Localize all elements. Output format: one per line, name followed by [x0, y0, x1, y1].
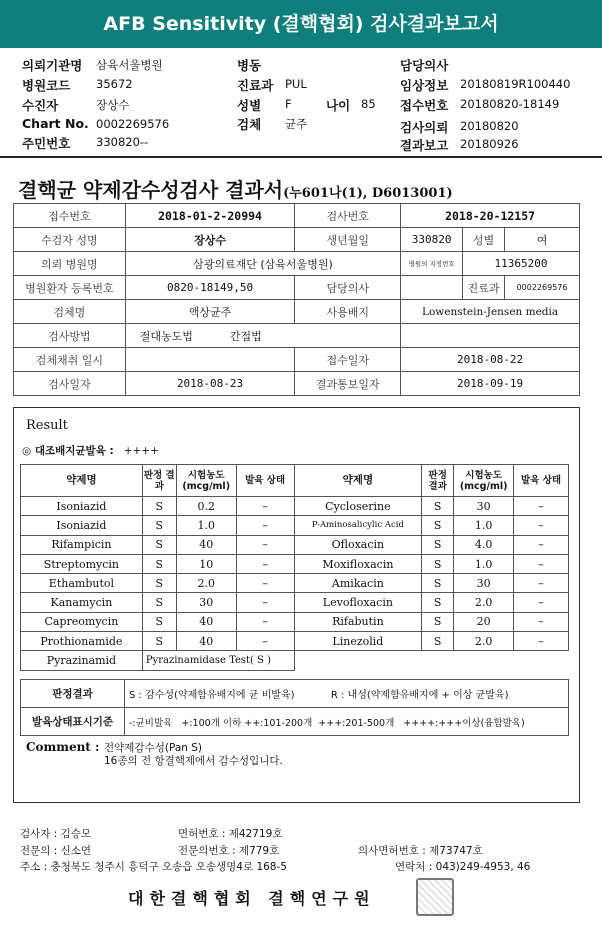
- clinical-info-value: 20180819R100440: [460, 77, 571, 91]
- growth-status: –: [236, 516, 294, 535]
- header-judge: 판정 결과: [142, 465, 176, 497]
- control-growth: [22, 443, 159, 458]
- attending-doctor: [401, 276, 463, 300]
- hospital-name: 삼광의료재단 (삼육서울병원): [125, 252, 400, 276]
- test-concentration: 40: [176, 535, 236, 554]
- test-concentration: 2.0: [176, 574, 236, 593]
- doctor-label: 담당의사: [400, 58, 449, 73]
- test-concentration: 2.0: [454, 632, 514, 651]
- registration-number: 0820-18149,50: [125, 276, 295, 300]
- table-row: [21, 612, 569, 631]
- specimen-label: 검체: [237, 117, 262, 132]
- judge-result: S: [422, 574, 454, 593]
- table-row: [21, 632, 569, 651]
- ward-label: 병동: [237, 58, 262, 73]
- test-concentration: 1.0: [176, 516, 236, 535]
- request-date-value: 20180820: [460, 119, 519, 133]
- department: 0002269576: [505, 276, 580, 300]
- official-seal-icon: [416, 878, 454, 916]
- judge-result: S: [142, 632, 176, 651]
- empty-cell: [401, 324, 580, 348]
- hospital-code-label: 병원코드: [22, 78, 71, 93]
- age-value: 85: [361, 97, 376, 111]
- receipt-no-label: 접수번호: [400, 98, 449, 113]
- judge-result: S: [422, 612, 454, 631]
- report-title-sub: (누601나(1), D6013001): [283, 186, 453, 201]
- method-absolute: 절대농도법: [139, 329, 193, 343]
- age-label: 나이: [326, 98, 351, 113]
- exam-number: 2018-20-12157: [401, 204, 580, 228]
- chart-no-label: Chart No.: [22, 116, 89, 131]
- legend-judge-label: 판정결과: [21, 680, 125, 708]
- dept-value: PUL: [285, 77, 307, 91]
- growth-status: –: [236, 535, 294, 554]
- test-concentration: 30: [176, 593, 236, 612]
- exam-method: [125, 324, 400, 348]
- growth-status: –: [514, 516, 569, 535]
- drug-sensitivity-table: [20, 464, 569, 671]
- doctor-license: 의사면허번호 : 제73747호: [358, 845, 483, 857]
- sex-value: F: [285, 97, 292, 111]
- test-concentration: 1.0: [454, 516, 514, 535]
- drug-name: Isoniazid: [21, 516, 143, 535]
- growth-status: –: [236, 593, 294, 612]
- specialist-license: 전문의번호 : 제779호: [178, 845, 280, 857]
- drug-name: Pyrazinamid: [21, 651, 143, 670]
- section-divider: [0, 156, 602, 158]
- receipt-no-value: 20180820-18149: [460, 97, 560, 111]
- contact: 연락처 : 043)249-4953, 46: [395, 861, 531, 873]
- culture-medium: Lowenstein-Jensen media: [401, 300, 580, 324]
- test-concentration: 0.2: [176, 497, 236, 516]
- cell-label: 접수일자: [295, 348, 401, 372]
- growth-status: –: [514, 632, 569, 651]
- growth-status: –: [514, 612, 569, 631]
- report-header: [0, 0, 602, 48]
- date-of-birth: 330820: [401, 228, 463, 252]
- examiner-license: 면허번호 : 제42719호: [178, 828, 283, 840]
- drug-name: Isoniazid: [21, 497, 143, 516]
- growth-status: –: [514, 535, 569, 554]
- judge-result: S: [142, 612, 176, 631]
- control-growth-value: ++++: [123, 445, 159, 457]
- growth-status: –: [514, 574, 569, 593]
- growth-status: –: [236, 554, 294, 573]
- patient-table: [13, 203, 580, 396]
- specimen-value: 균주: [285, 117, 308, 131]
- comment-line-1: 전약제감수성(Pan S): [104, 742, 203, 754]
- judge-result: S: [142, 516, 176, 535]
- cell-label: 검사번호: [295, 204, 401, 228]
- empty-cell: [294, 651, 569, 670]
- judge-result: S: [422, 497, 454, 516]
- test-concentration: 40: [176, 612, 236, 631]
- test-concentration: 4.0: [454, 535, 514, 554]
- report-title-main: 결핵균 약제감수성검사 결과서: [18, 178, 284, 202]
- judge-result: S: [422, 516, 454, 535]
- judge-result: S: [422, 535, 454, 554]
- cell-label: 결과통보일자: [295, 372, 401, 396]
- patient-label: 수진자: [22, 98, 59, 113]
- test-concentration: 10: [176, 554, 236, 573]
- method-indirect: 간접법: [229, 329, 262, 343]
- received-date: 2018-08-22: [401, 348, 580, 372]
- institution-label: 의뢰기관명: [22, 58, 83, 73]
- judge-result: S: [422, 554, 454, 573]
- header-growth: 발육 상태: [514, 465, 569, 497]
- result-section: [13, 407, 580, 803]
- specimen-name: 액상균주: [125, 300, 295, 324]
- result-title: Result: [26, 418, 68, 433]
- patient-sex: 여: [505, 228, 580, 252]
- cell-label: 사용배지: [295, 300, 401, 324]
- chart-no-value: 0002269576: [96, 117, 170, 131]
- header-growth: 발육 상태: [236, 465, 294, 497]
- table-row: [21, 574, 569, 593]
- patient-value: 장상수: [96, 98, 130, 112]
- specialist: 전문의 : 신소연: [20, 845, 92, 857]
- drug-name: Amikacin: [294, 574, 422, 593]
- cell-label: 병원의 지정번호: [401, 252, 463, 276]
- resident-no-value: 330820--: [96, 135, 149, 149]
- dept-label: 진료과: [237, 78, 274, 93]
- legend-judge-s: S : 감수성(약제함유배지에 균 비발육): [129, 690, 295, 701]
- drug-name: P-Aminosalicylic Acid: [294, 516, 422, 535]
- judge-result: S: [142, 554, 176, 573]
- growth-status: –: [236, 574, 294, 593]
- sex-label: 성별: [237, 98, 262, 113]
- cell-label: 성별: [463, 228, 505, 252]
- drug-name: Capreomycin: [21, 612, 143, 631]
- table-row: [21, 593, 569, 612]
- test-concentration: 30: [454, 574, 514, 593]
- exam-date: 2018-08-23: [125, 372, 295, 396]
- growth-status: –: [236, 612, 294, 631]
- table-row: [21, 535, 569, 554]
- table-row: [21, 516, 569, 535]
- drug-name: Kanamycin: [21, 593, 143, 612]
- control-growth-label: ◎ 대조배지균발육 :: [22, 445, 114, 457]
- drug-name: Rifabutin: [294, 612, 422, 631]
- cell-label: 검체명: [14, 300, 126, 324]
- clinical-info-label: 임상정보: [400, 78, 449, 93]
- legend-judge: [125, 680, 569, 708]
- cell-label: 의뢰 병원명: [14, 252, 126, 276]
- report-date-label: 결과보고: [400, 138, 449, 153]
- judge-result: S: [142, 574, 176, 593]
- growth-status: –: [236, 497, 294, 516]
- collection-date: [125, 348, 295, 372]
- comment-line-2: 16종의 전 항결핵제에서 감수성입니다.: [104, 755, 283, 767]
- drug-name: Streptomycin: [21, 554, 143, 573]
- report-date-value: 20180926: [460, 137, 519, 151]
- cell-label: 검사일자: [14, 372, 126, 396]
- test-concentration: 40: [176, 632, 236, 651]
- table-row: [21, 651, 569, 670]
- cell-label: 수검자 성명: [14, 228, 126, 252]
- test-concentration: 2.0: [454, 593, 514, 612]
- cell-label: 진료과: [463, 276, 505, 300]
- judge-result: S: [142, 497, 176, 516]
- growth-status: –: [236, 632, 294, 651]
- drug-name: Ofloxacin: [294, 535, 422, 554]
- legend-judge-r: R : 내성(약제함유배지에 + 이상 균발육): [330, 690, 509, 701]
- header-judge: 판정 결과: [422, 465, 454, 497]
- address: 주소 : 충청북도 청주시 흥덕구 오송읍 오송생명4로 168-5: [20, 861, 287, 873]
- cell-label: 담당의사: [295, 276, 401, 300]
- patient-name: 장상수: [125, 228, 295, 252]
- legend-table: [20, 679, 569, 736]
- drug-name: Ethambutol: [21, 574, 143, 593]
- growth-status: –: [514, 593, 569, 612]
- judge-result: S: [422, 632, 454, 651]
- institution-value: 삼육서울병원: [96, 58, 163, 72]
- cell-label: 병원환자 등록번호: [14, 276, 126, 300]
- header-drug: 약제명: [21, 465, 143, 497]
- header-drug: 약제명: [294, 465, 422, 497]
- report-title: [18, 174, 453, 203]
- comment-label: Comment :: [26, 740, 100, 754]
- judge-result: S: [142, 593, 176, 612]
- drug-name: Prothionamide: [21, 632, 143, 651]
- growth-status: –: [514, 497, 569, 516]
- cell-label: 검체채취 일시: [14, 348, 126, 372]
- legend-growth: -:균비발육 +:100개 이하 ++:101-200개 +++:201-500개 ++++:+++이상(융합발육): [125, 708, 569, 736]
- drug-name: Cycloserine: [294, 497, 422, 516]
- test-concentration: 1.0: [454, 554, 514, 573]
- request-date-label: 검사의뢰: [400, 120, 449, 135]
- header-title: AFB Sensitivity (결핵협회) 검사결과보고서: [103, 13, 499, 35]
- request-info: [0, 52, 602, 152]
- judge-result: S: [422, 593, 454, 612]
- growth-status: –: [514, 554, 569, 573]
- header-conc: 시험농도 (mcg/ml): [176, 465, 236, 497]
- cell-label: 검사방법: [14, 324, 126, 348]
- receipt-number: 2018-01-2-20994: [125, 204, 295, 228]
- test-concentration: 20: [454, 612, 514, 631]
- drug-name: Rifampicin: [21, 535, 143, 554]
- test-concentration: 30: [454, 497, 514, 516]
- pza-result: Pyrazinamidase Test( S ): [142, 651, 294, 670]
- table-row: [21, 554, 569, 573]
- notify-date: 2018-09-19: [401, 372, 580, 396]
- hospital-code-value: 35672: [96, 77, 133, 91]
- cell-label: 생년월일: [295, 228, 401, 252]
- judge-result: S: [142, 535, 176, 554]
- examiner: 검사자 : 김승모: [20, 828, 92, 840]
- cell-label: 접수번호: [14, 204, 126, 228]
- drug-name: Linezolid: [294, 632, 422, 651]
- legend-growth-label: 발육상태표시기준: [21, 708, 125, 736]
- drug-name: Levofloxacin: [294, 593, 422, 612]
- organization-name: 대한결핵협회 결핵연구원: [128, 889, 376, 908]
- header-conc: 시험농도 (mcg/ml): [454, 465, 514, 497]
- drug-name: Moxifloxacin: [294, 554, 422, 573]
- resident-no-label: 주민번호: [22, 136, 71, 151]
- hospital-code: 11365200: [463, 252, 580, 276]
- table-row: [21, 497, 569, 516]
